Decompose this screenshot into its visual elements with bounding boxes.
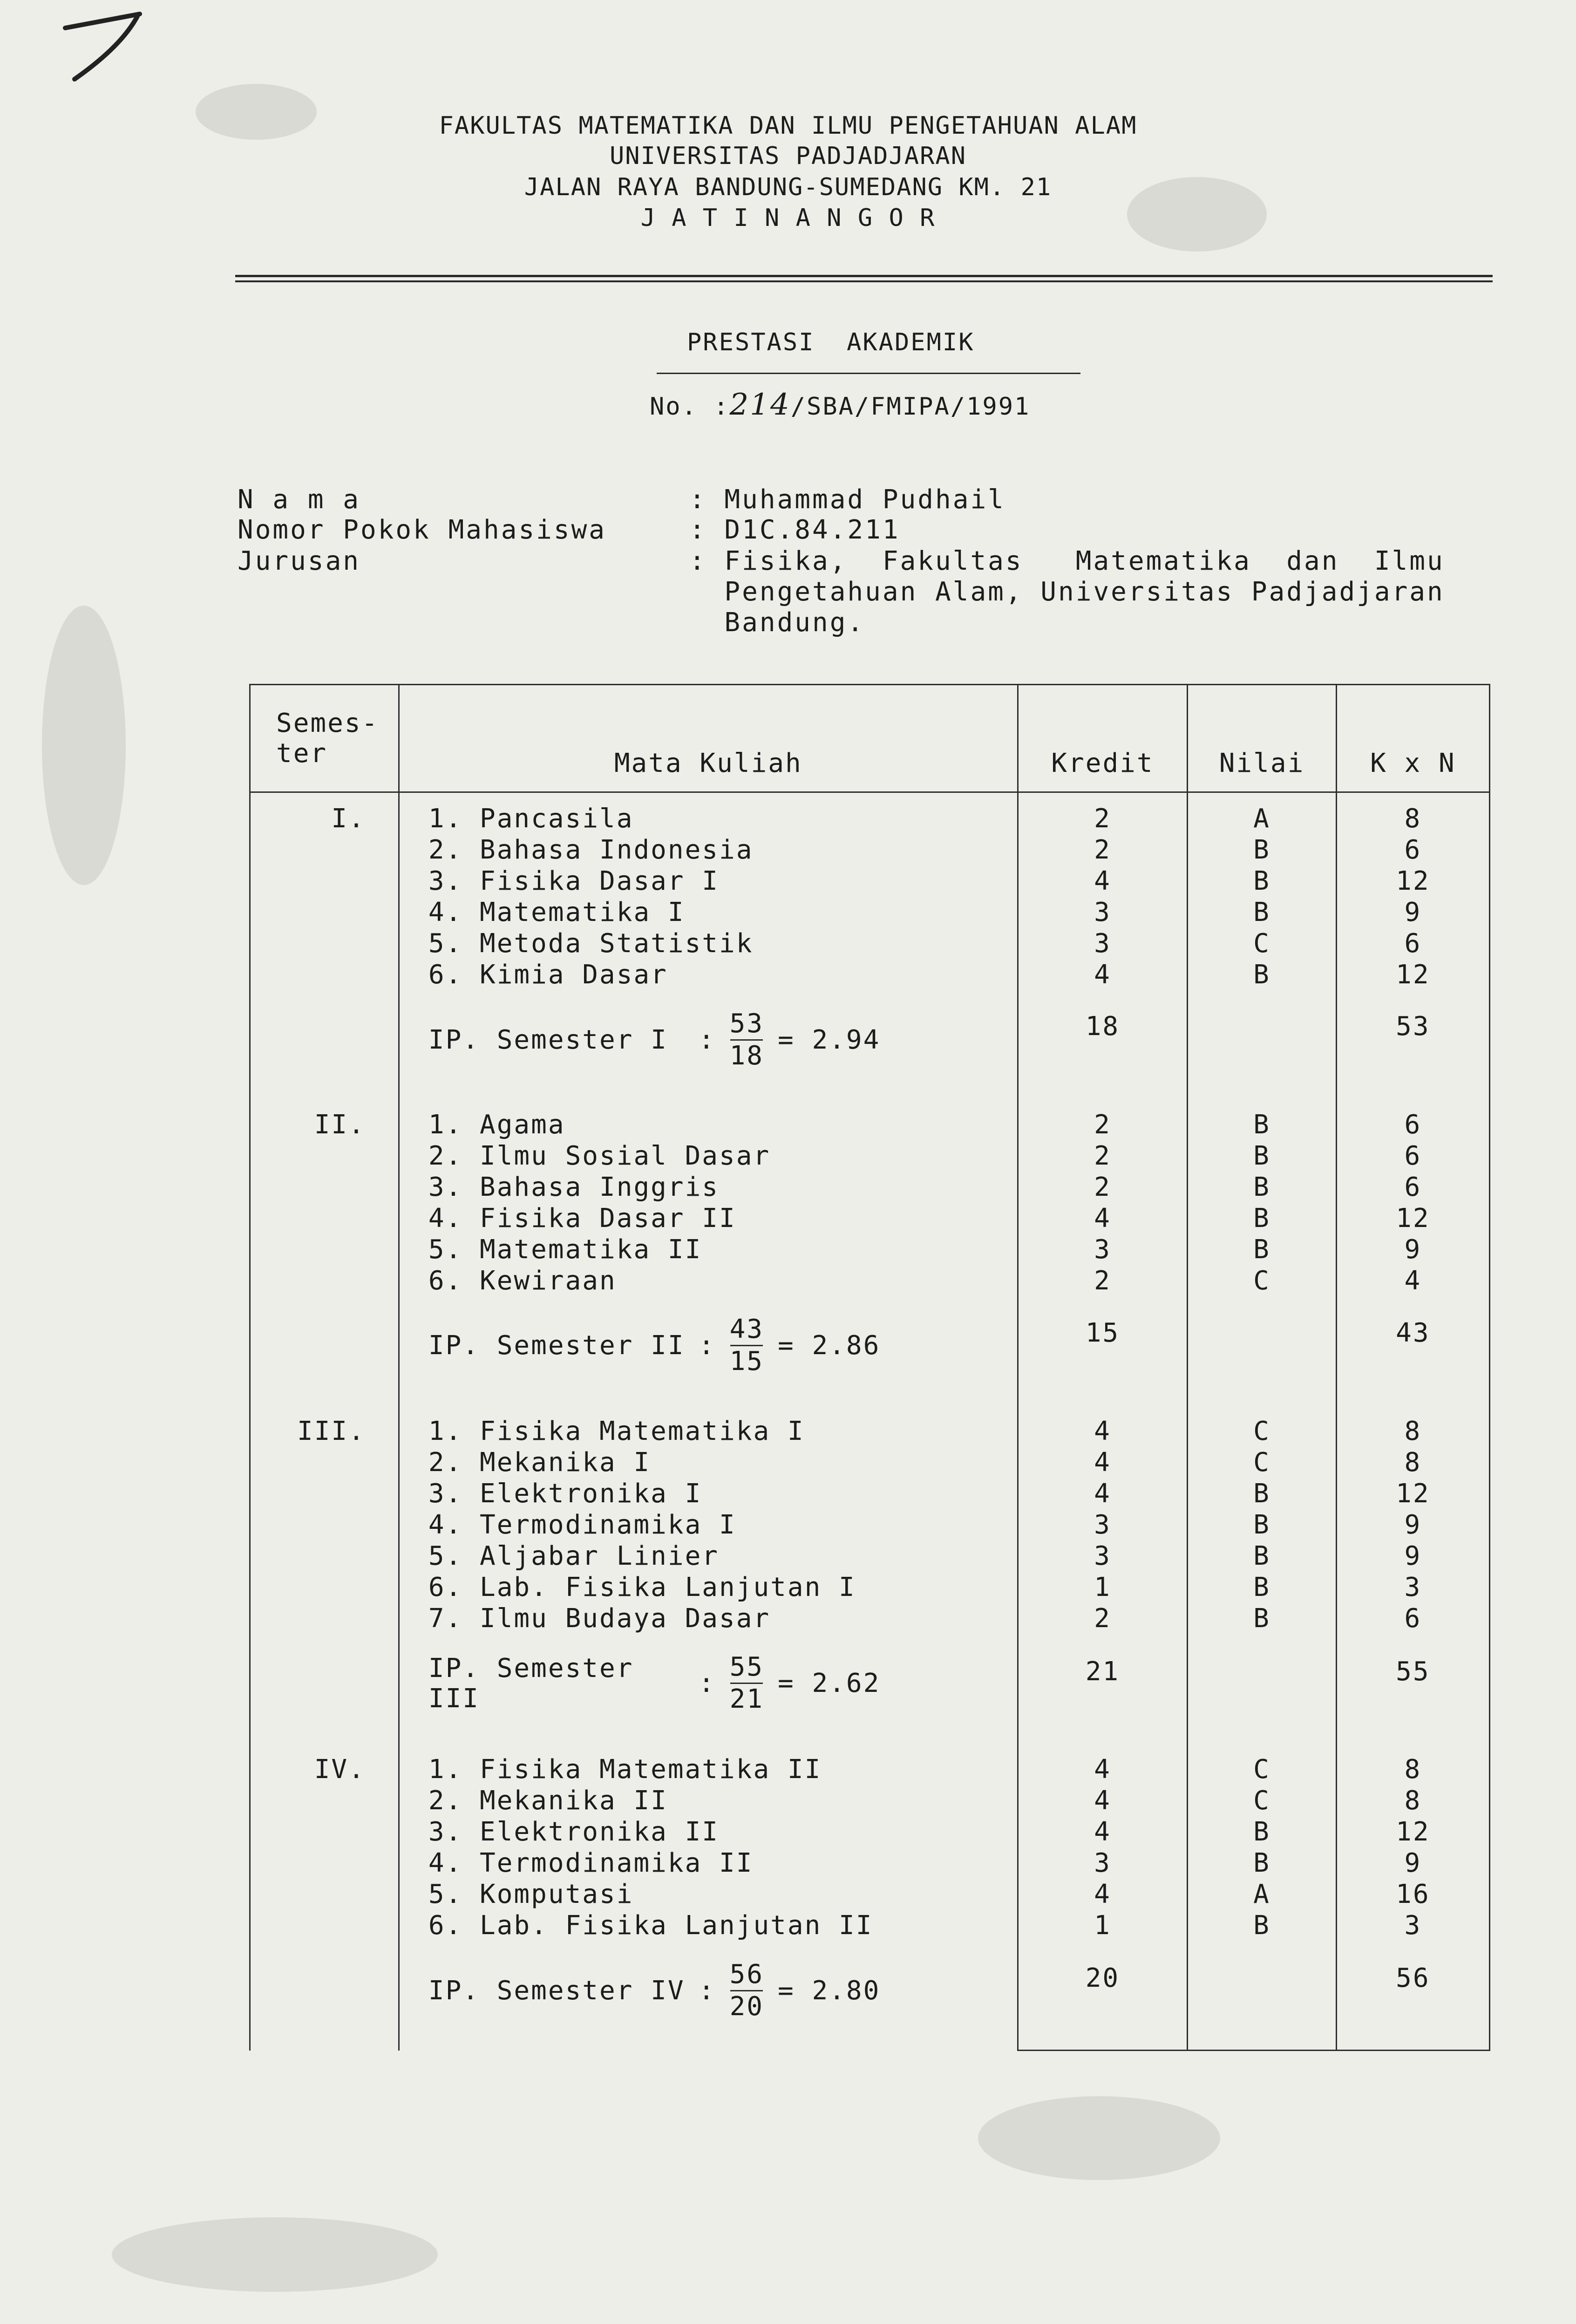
grade-list	[1188, 1754, 1336, 1941]
grade-value: B	[1253, 1172, 1270, 1202]
credit-value: 4	[1094, 1817, 1111, 1847]
department-label: Jurusan	[238, 546, 361, 576]
ip-fraction	[730, 1314, 764, 1377]
semester-label: II.	[314, 1109, 366, 1140]
course-name: 1. Agama	[428, 1109, 565, 1140]
total-grade-cell	[1188, 998, 1337, 1098]
ip-fraction	[730, 1009, 764, 1071]
course-list	[400, 1754, 1017, 1941]
semester-label-cell	[250, 792, 399, 1099]
credit-value: 3	[1094, 1540, 1111, 1571]
ip-result: = 2.62	[778, 1668, 881, 1699]
header-kxn: K x N	[1336, 685, 1489, 792]
header-divider	[235, 280, 1493, 282]
ip-colon: :	[698, 1330, 716, 1361]
semester-block	[250, 1099, 1490, 1305]
kxn-value: 8	[1404, 804, 1422, 834]
credit-list	[1019, 1416, 1187, 1634]
semester-block	[250, 792, 1490, 999]
course-name: 2. Bahasa Indonesia	[428, 835, 754, 865]
course-name: 4. Termodinamika I	[428, 1509, 736, 1540]
credit-value: 3	[1094, 1234, 1111, 1265]
course-name: 6. Kimia Dasar	[428, 960, 668, 990]
ip-denominator: 21	[729, 1684, 764, 1715]
grade-cell	[1188, 1744, 1337, 1950]
grade-value: A	[1253, 804, 1270, 834]
table-header-row	[250, 685, 1490, 792]
grade-cell	[1188, 792, 1337, 999]
kxn-value: 3	[1404, 1910, 1422, 1941]
course-list	[400, 1109, 1017, 1296]
header-semester-line1: Semes-	[276, 708, 379, 738]
department-value-line3: Bandung.	[689, 607, 865, 638]
credit-cell	[1018, 792, 1188, 999]
ip-label: IP. Semester I	[428, 1024, 668, 1055]
total-credit-value: 18	[1085, 1011, 1120, 1042]
kxn-list	[1337, 803, 1489, 990]
credit-value: 4	[1094, 960, 1111, 990]
grade-value: C	[1253, 1265, 1270, 1296]
kxn-value: 6	[1404, 1172, 1422, 1202]
course-name: 5. Matematika II	[428, 1234, 702, 1265]
total-kxn-cell	[1336, 1950, 1489, 2050]
total-kxn-value: 56	[1396, 1963, 1430, 1994]
kxn-value: 12	[1396, 1203, 1430, 1234]
credit-value: 4	[1094, 1203, 1111, 1234]
course-name: 4. Fisika Dasar II	[428, 1203, 736, 1234]
credit-value: 4	[1094, 1786, 1111, 1816]
ip-colon: :	[698, 1975, 716, 2006]
ip-denominator: 15	[729, 1346, 764, 1377]
credit-value: 3	[1094, 928, 1111, 959]
credit-value: 1	[1094, 1910, 1111, 1941]
grade-value: B	[1253, 1817, 1270, 1847]
department-value-line1: : Fisika, Fakultas Matematika dan Ilmu	[689, 546, 1445, 576]
course-name: 3. Bahasa Inggris	[428, 1172, 720, 1202]
credit-cell	[1018, 1744, 1188, 1950]
header-grade: Nilai	[1188, 685, 1337, 792]
grade-value: B	[1253, 1234, 1270, 1265]
kxn-value: 8	[1404, 1786, 1422, 1816]
course-name: 4. Termodinamika II	[428, 1848, 754, 1879]
semester-block	[250, 1405, 1490, 1643]
total-credit-cell	[1018, 1950, 1188, 2050]
grade-value: B	[1253, 1540, 1270, 1571]
course-name: 2. Ilmu Sosial Dasar	[428, 1140, 771, 1171]
credit-value: 2	[1094, 835, 1111, 865]
kxn-cell	[1336, 1744, 1489, 1950]
course-name: 3. Elektronika I	[428, 1478, 702, 1509]
faculty-name: FAKULTAS MATEMATIKA DAN ILMU PENGETAHUAN ALAM	[439, 112, 1137, 140]
ip-result: = 2.80	[778, 1975, 881, 2006]
total-credit-cell	[1018, 1643, 1188, 1744]
grade-value: C	[1253, 1786, 1270, 1816]
course-cell	[399, 1099, 1018, 1405]
course-name: 1. Fisika Matematika II	[428, 1754, 822, 1785]
ip-numerator: 53	[729, 1008, 764, 1039]
kxn-value: 9	[1404, 897, 1422, 927]
kxn-value: 9	[1404, 1234, 1422, 1265]
kxn-value: 12	[1396, 1478, 1430, 1509]
credit-value: 3	[1094, 897, 1111, 927]
grade-cell	[1188, 1405, 1337, 1643]
ip-colon: :	[698, 1024, 716, 1055]
ip-fraction	[730, 1959, 764, 2022]
grade-value: B	[1253, 897, 1270, 927]
ip-line	[400, 1944, 1017, 2037]
ip-line	[400, 1637, 1017, 1730]
document-title: PRESTASI AKADEMIK	[687, 328, 975, 356]
npm-value: : D1C.84.211	[689, 515, 900, 545]
kxn-value: 12	[1396, 866, 1430, 896]
grade-list	[1188, 1416, 1336, 1634]
credit-value: 2	[1094, 1603, 1111, 1634]
kxn-cell	[1336, 792, 1489, 999]
credit-value: 4	[1094, 1447, 1111, 1478]
grade-value: B	[1253, 1509, 1270, 1540]
total-kxn-value: 43	[1396, 1318, 1430, 1349]
grade-value: B	[1253, 1603, 1270, 1634]
credit-value: 3	[1094, 1509, 1111, 1540]
kxn-value: 9	[1404, 1848, 1422, 1879]
kxn-cell	[1336, 1405, 1489, 1643]
header-credit: Kredit	[1018, 685, 1188, 792]
semester-label-cell	[250, 1405, 399, 1744]
course-cell	[399, 1744, 1018, 2050]
credit-value: 2	[1094, 804, 1111, 834]
grade-value: B	[1253, 1478, 1270, 1509]
credit-value: 4	[1094, 1754, 1111, 1785]
credit-value: 3	[1094, 1848, 1111, 1879]
ip-numerator: 43	[729, 1314, 764, 1345]
kxn-value: 6	[1404, 1109, 1422, 1140]
total-credit-value: 15	[1085, 1318, 1120, 1349]
credit-value: 2	[1094, 1140, 1111, 1171]
ip-result: = 2.86	[778, 1330, 881, 1361]
course-name: 2. Mekanika II	[428, 1786, 668, 1816]
credit-cell	[1018, 1099, 1188, 1305]
ip-label: IP. Semester II	[428, 1330, 685, 1361]
course-list	[400, 803, 1017, 990]
total-kxn-cell	[1336, 998, 1489, 1098]
total-kxn-value: 53	[1396, 1011, 1430, 1042]
credit-value: 2	[1094, 1109, 1111, 1140]
total-credit-cell	[1018, 1305, 1188, 1405]
grade-value: B	[1253, 960, 1270, 990]
kxn-value: 6	[1404, 835, 1422, 865]
kxn-value: 8	[1404, 1416, 1422, 1446]
address: JALAN RAYA BANDUNG-SUMEDANG KM. 21	[524, 173, 1052, 201]
total-grade-cell	[1188, 1643, 1337, 1744]
kxn-value: 6	[1404, 1140, 1422, 1171]
npm-label: Nomor Pokok Mahasiswa	[238, 515, 607, 545]
grade-value: C	[1253, 1416, 1270, 1446]
grade-value: C	[1253, 1754, 1270, 1785]
course-name: 7. Ilmu Budaya Dasar	[428, 1603, 771, 1634]
total-grade-cell	[1188, 1950, 1337, 2050]
grade-cell	[1188, 1099, 1337, 1305]
semester-block	[250, 1744, 1490, 1950]
credit-value: 4	[1094, 1879, 1111, 1910]
ip-denominator: 20	[729, 1991, 764, 2022]
ip-numerator: 56	[729, 1959, 764, 1990]
kxn-cell	[1336, 1099, 1489, 1305]
ip-result: = 2.94	[778, 1024, 881, 1055]
grade-value: B	[1253, 1572, 1270, 1602]
credit-value: 4	[1094, 866, 1111, 896]
course-name: 2. Mekanika I	[428, 1447, 651, 1478]
kxn-value: 8	[1404, 1754, 1422, 1785]
credit-cell	[1018, 1405, 1188, 1643]
header-semester-line2: ter	[276, 738, 328, 769]
document-number	[650, 388, 1030, 422]
total-credit-cell	[1018, 998, 1188, 1098]
semester-label: I.	[331, 804, 366, 834]
kxn-value: 16	[1396, 1879, 1430, 1910]
course-name: 3. Fisika Dasar I	[428, 866, 720, 896]
name-label: N a m a	[238, 484, 361, 515]
number-handwritten: 214	[729, 388, 791, 422]
credit-value: 2	[1094, 1265, 1111, 1296]
total-credit-value: 20	[1085, 1963, 1120, 1994]
course-list	[400, 1416, 1017, 1634]
scan-blemish	[112, 2217, 438, 2292]
total-credit-value: 21	[1085, 1656, 1120, 1687]
course-name: 1. Fisika Matematika I	[428, 1416, 805, 1446]
credit-list	[1019, 803, 1187, 990]
grade-value: B	[1253, 1109, 1270, 1140]
header-semester	[250, 685, 399, 792]
ip-label: IP. Semester III	[428, 1653, 634, 1714]
ip-colon: :	[698, 1668, 716, 1699]
course-cell	[399, 792, 1018, 1099]
number-prefix: No. :	[650, 393, 730, 421]
total-grade-cell	[1188, 1305, 1337, 1405]
grade-value: B	[1253, 866, 1270, 896]
ip-line	[400, 993, 1017, 1086]
grade-value: C	[1253, 928, 1270, 959]
course-name: 5. Komputasi	[428, 1879, 634, 1910]
number-suffix: /SBA/FMIPA/1991	[790, 393, 1031, 421]
grade-value: C	[1253, 1447, 1270, 1478]
course-cell	[399, 1405, 1018, 1744]
course-name: 6. Lab. Fisika Lanjutan I	[428, 1572, 856, 1602]
credit-value: 1	[1094, 1572, 1111, 1602]
grades-table	[249, 684, 1490, 2051]
kxn-value: 9	[1404, 1509, 1422, 1540]
grade-value: B	[1253, 1140, 1270, 1171]
ip-label: IP. Semester IV	[428, 1975, 685, 2006]
kxn-value: 12	[1396, 960, 1430, 990]
kxn-value: 3	[1404, 1572, 1422, 1602]
department-value-line2: Pengetahuan Alam, Universitas Padjadjaran	[689, 577, 1445, 607]
grade-list	[1188, 803, 1336, 990]
credit-list	[1019, 1109, 1187, 1296]
header-divider	[235, 275, 1493, 277]
course-name: 5. Metoda Statistik	[428, 928, 754, 959]
scan-blemish	[978, 2096, 1220, 2180]
kxn-value: 6	[1404, 1603, 1422, 1634]
credit-value: 4	[1094, 1416, 1111, 1446]
ip-denominator: 18	[729, 1040, 764, 1071]
ip-line	[400, 1299, 1017, 1392]
ip-fraction	[730, 1652, 764, 1715]
semester-label-cell	[250, 1099, 399, 1405]
course-name: 3. Elektronika II	[428, 1817, 720, 1847]
name-value: : Muhammad Pudhail	[689, 484, 1005, 515]
city: J A T I N A N G O R	[640, 204, 936, 232]
grade-value: B	[1253, 1910, 1270, 1941]
grade-value: A	[1253, 1879, 1270, 1910]
total-kxn-cell	[1336, 1643, 1489, 1744]
grade-list	[1188, 1109, 1336, 1296]
ip-numerator: 55	[729, 1652, 764, 1683]
kxn-value: 9	[1404, 1540, 1422, 1571]
semester-label: IV.	[314, 1754, 366, 1785]
course-name: 6. Lab. Fisika Lanjutan II	[428, 1910, 873, 1941]
scan-blemish	[42, 606, 126, 885]
kxn-value: 4	[1404, 1265, 1422, 1296]
kxn-value: 12	[1396, 1817, 1430, 1847]
title-underline	[657, 373, 1080, 374]
credit-value: 2	[1094, 1172, 1111, 1202]
university-name: UNIVERSITAS PADJADJARAN	[609, 142, 967, 170]
kxn-list	[1337, 1109, 1489, 1296]
course-name: 5. Aljabar Linier	[428, 1540, 720, 1571]
handwritten-mark-icon	[56, 5, 158, 84]
kxn-list	[1337, 1754, 1489, 1941]
header-course: Mata Kuliah	[399, 685, 1018, 792]
course-name: 1. Pancasila	[428, 804, 634, 834]
kxn-value: 8	[1404, 1447, 1422, 1478]
course-name: 4. Matematika I	[428, 897, 685, 927]
course-name: 6. Kewiraan	[428, 1265, 617, 1296]
semester-label: III.	[297, 1416, 366, 1446]
kxn-list	[1337, 1416, 1489, 1634]
credit-list	[1019, 1754, 1187, 1941]
grade-value: B	[1253, 1203, 1270, 1234]
kxn-value: 6	[1404, 928, 1422, 959]
total-kxn-value: 55	[1396, 1656, 1430, 1687]
credit-value: 4	[1094, 1478, 1111, 1509]
grade-value: B	[1253, 1848, 1270, 1879]
total-kxn-cell	[1336, 1305, 1489, 1405]
semester-label-cell	[250, 1744, 399, 2050]
grade-value: B	[1253, 835, 1270, 865]
